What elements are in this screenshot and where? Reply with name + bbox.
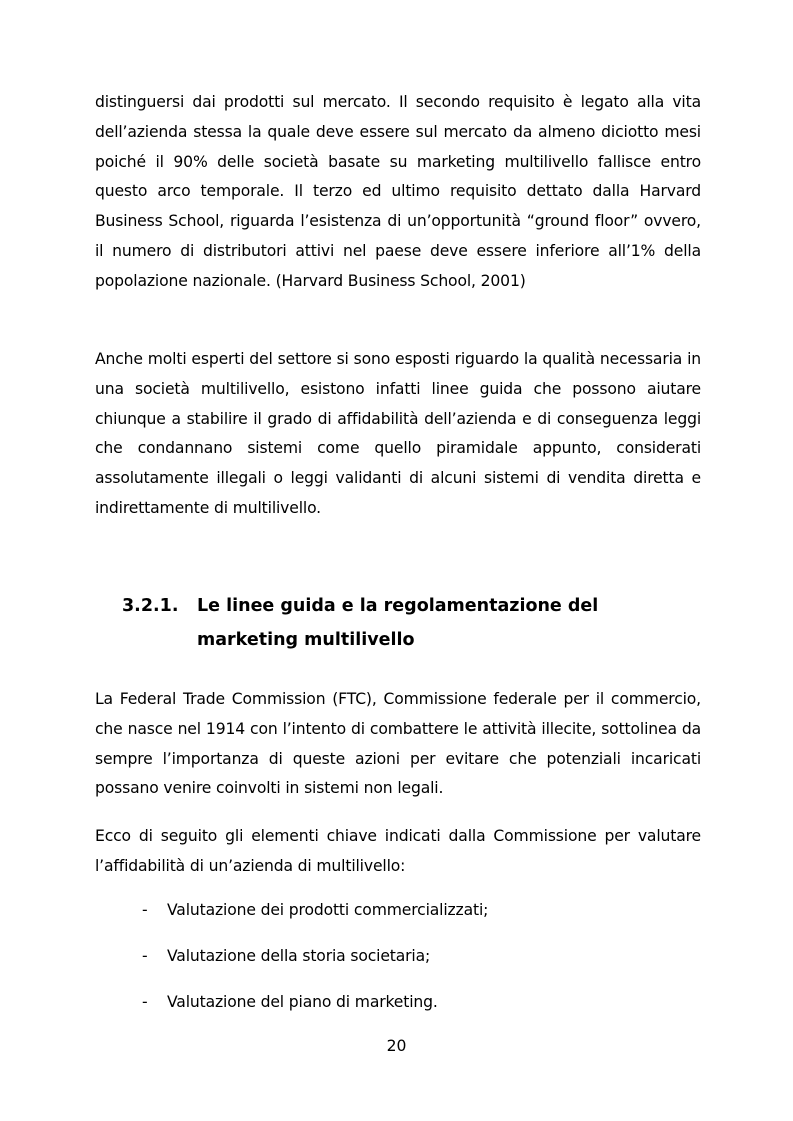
body-paragraph: distinguersi dai prodotti sul mercato. Il secondo requisito è legato alla vita dell’azienda stessa la quale deve essere sul mercato da almeno diciotto mesi poiché il 90% delle società basate su marketing multilivello fallisce entro questo arco temporale. Il terzo ed ultimo requisito dettato dalla Harvard Business School, riguarda l’esistenza di un’opportunità “ground floor” ovvero, il numero di distributori attivi nel paese deve essere inferiore all’1% della popolazione nazionale. (Harvard Business School, 2001) — [95, 93, 701, 290]
section-title: Le linee guida e la regolamentazione del marketing multilivello — [197, 596, 599, 650]
page-number: 20 — [386, 1037, 407, 1055]
body-paragraph: La Federal Trade Commission (FTC), Commissione federale per il commercio, che nasce nel 1914 con l’intento di combattere le attività illecite, sottolinea da sempre l’importanza di queste azioni per evitare che potenziali incaricati possano venire coinvolti in sistemi non legali. — [95, 690, 701, 798]
list-item-text: Valutazione della storia societaria; — [167, 947, 431, 965]
list-bullet: - — [142, 993, 148, 1011]
list-item-text: Valutazione dei prodotti commercializzati; — [167, 901, 489, 919]
section-number: 3.2.1. — [122, 596, 179, 616]
list-item-text: Valutazione del piano di marketing. — [167, 993, 438, 1011]
body-paragraph: Anche molti esperti del settore si sono esposti riguardo la qualità necessaria in una società multilivello, esistono infatti linee guida che possono aiutare chiunque a stabilire il grado di affidabilità dell’azienda e di conseguenza leggi che condannano sistemi come quello piramidale appunto, considerati assolutamente illegali o leggi validanti di alcuni sistemi di vendita diretta e indirettamente di multilivello. — [95, 350, 701, 517]
list-bullet: - — [142, 947, 148, 965]
list-bullet: - — [142, 901, 148, 919]
body-paragraph: Ecco di seguito gli elementi chiave indicati dalla Commissione per valutare l’affidabilità di un’azienda di multilivello: — [95, 827, 701, 875]
